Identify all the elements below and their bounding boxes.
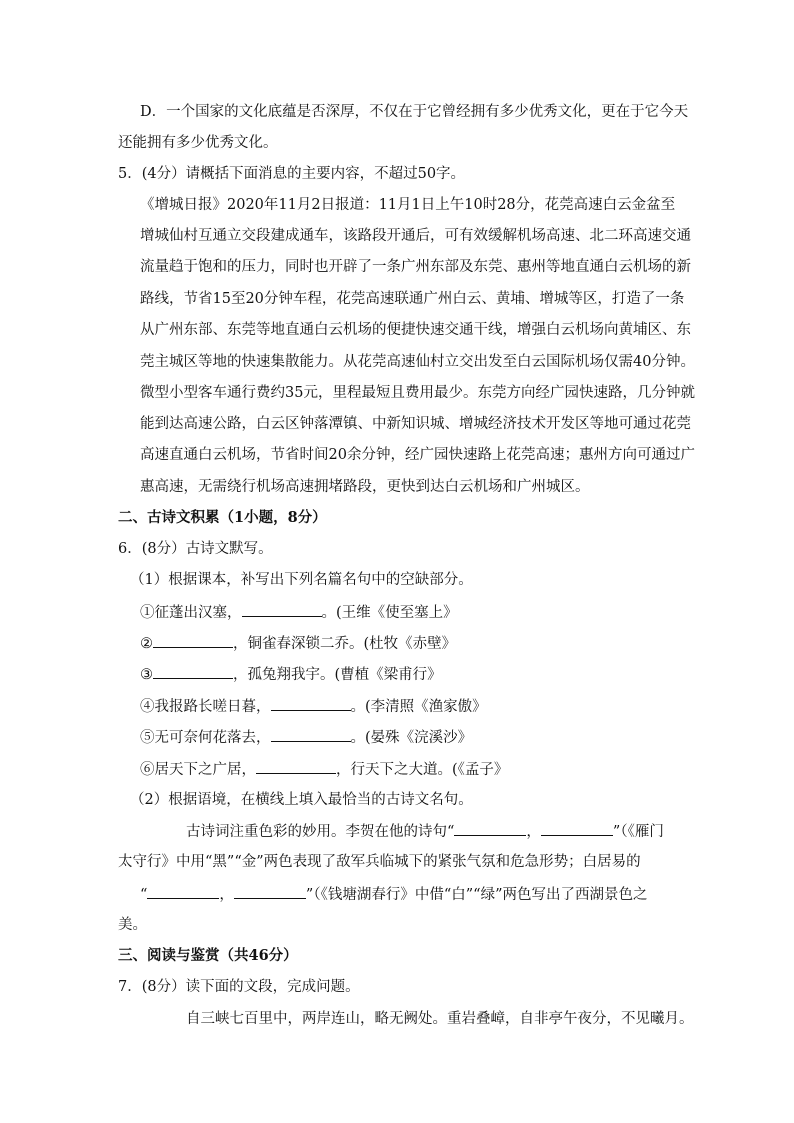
section-2-title: 二、古诗文积累（1小题，8分） xyxy=(118,509,327,526)
q6-part2-instruction: （2）根据语境，在横线上填入最恰当的古诗文名句。 xyxy=(130,792,473,808)
q5-passage-line: 路线，节省15至20分钟车程，花莞高速联通广州白云、黄埔、增城等区，打造了一条 xyxy=(140,291,685,307)
q7-text: 自三峡七百里中，两岸连山，略无阙处。重岩叠嶂，自非亭午夜分，不见曦月。 xyxy=(186,1011,694,1027)
q7-header: 7．(8分）读下面的文段，完成问题。 xyxy=(118,979,360,995)
section-3-title: 三、阅读与鉴赏（共46分） xyxy=(118,947,298,964)
q6-item: ⑤无可奈何花落去， 。(晏殊《浣溪沙》 xyxy=(140,727,472,748)
answer-blank[interactable] xyxy=(153,664,233,679)
q6-item: ①征蓬出汉塞， 。(王维《使至塞上》 xyxy=(140,602,458,623)
q5-passage-line: 微型小型客车通行费约35元，里程最短且费用最少。东莞方向经广园快速路，几分钟就 xyxy=(140,385,695,401)
q5-passage-line: 能到达高速公路，白云区钟落潭镇、中新知识城、增城经济技术开发区等地可通过花莞 xyxy=(140,416,691,432)
answer-blank[interactable] xyxy=(271,696,351,711)
answer-blank[interactable] xyxy=(153,633,233,648)
q6-item: ④我报路长嗟日暮， 。(李清照《渔家傲》 xyxy=(140,696,487,717)
q5-passage-line: 《增城日报》2020年11月2日报道：11月1日上午10时28分，花莞高速白云金盆至 xyxy=(140,197,676,213)
option-d-line2: 还能拥有多少优秀文化。 xyxy=(118,135,278,151)
q5-passage-line: 流量趋于饱和的压力，同时也开辟了一条广州东部及东莞、惠州等地直通白云机场的新 xyxy=(140,259,691,275)
answer-blank[interactable] xyxy=(541,821,613,836)
q6-context-line1: 古诗词注重色彩的妙用。李贺在他的诗句“ ， ”（《雁门 xyxy=(186,821,664,842)
option-d-line1: D．一个国家的文化底蕴是否深厚，不仅在于它曾经拥有多少优秀文化，更在于它今天 xyxy=(140,104,689,120)
q5-passage-line: 莞主城区等地的快速集散能力。从花莞高速仙村立交出发至白云国际机场仅需40分钟。 xyxy=(140,354,695,370)
q5-passage-line: 高速直通白云机场，节省时间20余分钟，经广园快速路上花莞高速；惠州方向可通过广 xyxy=(140,447,695,463)
q5-passage-line: 惠高速，无需绕行机场高速拥堵路段，更快到达白云机场和广州城区。 xyxy=(140,479,590,495)
q6-item: ③ ，孤兔翔我宇。(曹植《梁甫行》 xyxy=(140,664,442,685)
q6-item: ② ，铜雀春深锁二乔。(杜牧《赤壁》 xyxy=(140,633,456,654)
q5-header: 5．(4分）请概括下面消息的主要内容，不超过50字。 xyxy=(118,166,466,182)
q6-part1-instruction: （1）根据课本，补写出下列名篇名句中的空缺部分。 xyxy=(130,572,473,588)
q6-context-line2: 太守行》中用“黑”“金”两色表现了敌军兵临城下的紧张气氛和危急形势；白居易的 xyxy=(118,854,641,870)
answer-blank[interactable] xyxy=(147,884,219,899)
q6-context-line3: “ ， ”（《钱塘湖春行》中借“白”“绿”两色写出了西湖景色之 xyxy=(140,884,647,905)
q5-passage-line: 增城仙村互通立交段建成通车，该路段开通后，可有效缓解机场高速、北二环高速交通 xyxy=(140,228,691,244)
answer-blank[interactable] xyxy=(242,602,322,617)
q6-context-line4: 美。 xyxy=(118,917,147,933)
answer-blank[interactable] xyxy=(256,759,336,774)
q6-item: ⑥居天下之广居， ，行天下之大道。(《孟子》 xyxy=(140,759,508,780)
answer-blank[interactable] xyxy=(234,884,306,899)
q5-passage-line: 从广州东部、东莞等地直通白云机场的便捷快速交通干线，增强白云机场向黄埔区、东 xyxy=(140,322,691,338)
answer-blank[interactable] xyxy=(271,727,351,742)
answer-blank[interactable] xyxy=(454,821,526,836)
q6-header: 6．(8分）古诗文默写。 xyxy=(118,541,273,557)
